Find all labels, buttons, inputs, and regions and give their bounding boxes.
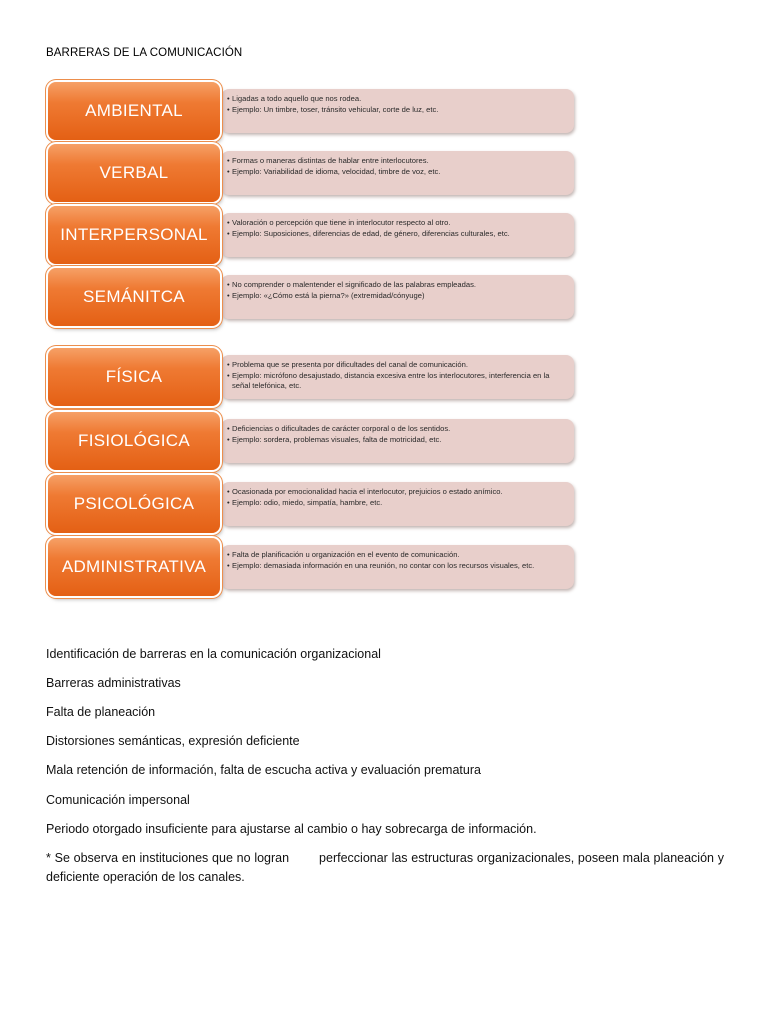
- barrier-row-ambiental: [48, 82, 528, 140]
- barrier-row-administrativa: [48, 538, 535, 596]
- barrier-point: • Ejemplo: Suposiciones, diferencias de edad, de género, diferencias culturales, etc.: [227, 229, 566, 240]
- barrier-point: • Formas o maneras distintas de hablar entre interlocutores.: [227, 156, 566, 167]
- barrier-point: • Ejemplo: demasiada información en una reunión, no contar con los recursos visuales, etc.: [227, 561, 566, 572]
- barrier-point: • Ocasionada por emocionalidad hacia el interlocutor, prejuicios o estado anímico.: [227, 487, 566, 498]
- barrier-point: • No comprender o malentender el significado de las palabras empleadas.: [227, 280, 566, 291]
- barrier-point: • Deficiencias o dificultades de carácter corporal o de los sentidos.: [227, 424, 566, 435]
- barrier-point: • Ejemplo: Variabilidad de idioma, velocidad, timbre de voz, etc.: [227, 167, 566, 178]
- barrier-row-interpersonal: [48, 206, 528, 264]
- barrier-description-card: [221, 482, 574, 526]
- barrier-description-card: [221, 355, 574, 399]
- barrier-label-box: SEMÁNITCA: [48, 268, 220, 326]
- barrier-row-fisica: [48, 348, 550, 406]
- barrier-description-card: [221, 419, 574, 463]
- barrier-row-semantica: [48, 268, 528, 326]
- barrier-point: • Ejemplo: Un timbre, toser, tránsito vehicular, corte de luz, etc.: [227, 105, 566, 116]
- barrier-label-box: ADMINISTRATIVA: [48, 538, 220, 596]
- barrier-label-box: VERBAL: [48, 144, 220, 202]
- barrier-point: • Problema que se presenta por dificultades del canal de comunicación.: [227, 360, 566, 371]
- document-title: BARRERAS DE LA COMUNICACIÓN: [46, 47, 243, 59]
- barrier-label-box: PSICOLÓGICA: [48, 475, 220, 533]
- section-heading: Identificación de barreras en la comunicación organizacional: [46, 647, 381, 661]
- paragraph: Falta de planeación: [46, 705, 156, 719]
- barrier-label-box: FISIOLÓGICA: [48, 412, 220, 470]
- barrier-point: • Ejemplo: odio, miedo, simpatía, hambre, etc.: [227, 498, 566, 509]
- paragraph: Comunicación impersonal: [46, 793, 190, 807]
- barrier-row-verbal: [48, 144, 528, 202]
- barrier-point: • Ejemplo: «¿Cómo está la pierna?» (extremidad/cónyuge): [227, 291, 566, 302]
- barrier-point: • Ejemplo: micrófono desajustado, distancia excesiva entre los interlocutores, interferencia en la señal telefónica, etc.: [227, 371, 566, 392]
- barrier-description-card: [221, 275, 574, 319]
- barrier-description-card: [221, 213, 574, 257]
- paragraph: Barreras administrativas: [46, 676, 181, 690]
- barrier-description-card: [221, 89, 574, 133]
- footnote: * Se observa en instituciones que no logran perfeccionar las estructuras organizacionales, poseen mala planeación y deficiente operación de los canales.: [46, 851, 728, 884]
- barrier-label-box: INTERPERSONAL: [48, 206, 220, 264]
- paragraph: Mala retención de información, falta de escucha activa y evaluación prematura: [46, 763, 481, 777]
- barrier-point: • Ligadas a todo aquello que nos rodea.: [227, 94, 566, 105]
- barrier-point: • Valoración o percepción que tiene in interlocutor respecto al otro.: [227, 218, 566, 229]
- barrier-label-box: AMBIENTAL: [48, 82, 220, 140]
- barrier-point: • Ejemplo: sordera, problemas visuales, falta de motricidad, etc.: [227, 435, 566, 446]
- barrier-point: • Falta de planificación u organización en el evento de comunicación.: [227, 550, 566, 561]
- paragraph: Periodo otorgado insuficiente para ajustarse al cambio o hay sobrecarga de información.: [46, 822, 537, 836]
- barrier-row-fisiologica: [48, 412, 528, 470]
- barrier-label-box: FÍSICA: [48, 348, 220, 406]
- barrier-description-card: [221, 545, 574, 589]
- paragraph: Distorsiones semánticas, expresión deficiente: [46, 734, 300, 748]
- barrier-row-psicologica: [48, 475, 528, 533]
- barrier-description-card: [221, 151, 574, 195]
